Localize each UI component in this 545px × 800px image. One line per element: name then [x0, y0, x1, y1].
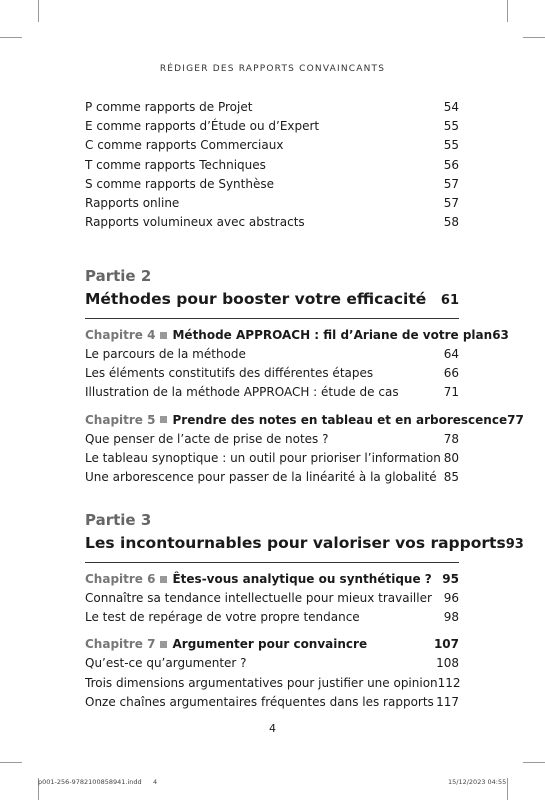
chapter-page: 107	[433, 637, 459, 652]
toc-section-continued	[85, 98, 459, 232]
square-bullet-icon	[160, 416, 167, 423]
running-header: RÉDIGER DES RAPPORTS CONVAINCANTS	[159, 64, 386, 74]
part-label: Partie 3	[85, 511, 152, 529]
square-bullet-icon	[160, 576, 167, 583]
toc-entry[interactable]: Onze chaînes argumentaires fréquentes dans les rapports 117	[85, 694, 459, 709]
part-title-row[interactable]	[85, 532, 524, 556]
toc-entry[interactable]: Illustration de la méthode APPROACH : étude de cas 71	[85, 385, 459, 400]
crop-mark	[523, 762, 545, 763]
toc-entry[interactable]: Rapports online 57	[85, 196, 459, 211]
part-page: 93	[505, 537, 524, 552]
toc-entry[interactable]: Le parcours de la méthode 64	[85, 347, 459, 361]
chapter-title: Prendre des notes en tableau et en arborescence	[172, 412, 508, 427]
chapter-row[interactable]	[85, 635, 459, 654]
crop-mark	[523, 37, 545, 38]
toc-entry[interactable]: C comme rapports Commerciaux 55	[85, 138, 459, 153]
toc-entry[interactable]: Le tableau synoptique : un outil pour prioriser l’information 80	[85, 450, 459, 465]
chapter-label: Chapitre 4	[85, 328, 156, 342]
chapter-page: 95	[442, 572, 459, 586]
toc-entry[interactable]: S comme rapports de Synthèse 57	[85, 176, 459, 191]
square-bullet-icon	[160, 641, 167, 648]
chapter-label: Chapitre 5	[85, 412, 156, 427]
crop-mark	[507, 0, 508, 22]
toc-entry[interactable]: Rapports volumineux avec abstracts 58	[85, 215, 459, 230]
chapter-page: 77	[507, 412, 524, 427]
toc-entry[interactable]: E comme rapports d’Étude ou d’Expert 55	[85, 119, 459, 134]
toc-part	[85, 266, 524, 487]
crop-mark	[0, 762, 22, 763]
toc-entry[interactable]: P comme rapports de Projet 54	[85, 100, 459, 114]
toc-entry[interactable]: Qu’est-ce qu’argumenter ? 108	[85, 656, 459, 671]
crop-mark	[0, 37, 22, 38]
square-bullet-icon	[160, 332, 167, 339]
chapter-title: Argumenter pour convaincre	[172, 637, 368, 652]
chapter-title: Êtes-vous analytique ou synthétique ?	[172, 572, 432, 586]
part-title: Les incontournables pour valoriser vos rapports	[85, 534, 506, 552]
toc-part	[85, 510, 524, 712]
chapter-row[interactable]	[85, 411, 524, 430]
part-divider	[85, 318, 459, 319]
toc-entry[interactable]: Le test de repérage de votre propre tendance 98	[85, 610, 459, 625]
toc-entry[interactable]: Que penser de l’acte de prise de notes ? 78	[85, 431, 459, 446]
chapter-page: 63	[492, 328, 509, 342]
part-title-row[interactable]	[85, 288, 459, 312]
part-label: Partie 2	[85, 267, 152, 285]
part-divider	[85, 562, 459, 563]
toc-entry[interactable]: Trois dimensions argumentatives pour justifier une opinion 112	[85, 675, 461, 690]
chapter-label: Chapitre 7	[85, 637, 156, 652]
toc-entry[interactable]: Les éléments constitutifs des différentes étapes 66	[85, 366, 459, 381]
chapter-title: Méthode APPROACH : fil d’Ariane de votre plan	[172, 328, 493, 342]
toc-entry[interactable]: Connaître sa tendance intellectuelle pour mieux travailler 96	[85, 591, 459, 605]
slug-filename: p001-256-9782100858941.indd	[38, 778, 142, 786]
chapter-row[interactable]	[85, 570, 459, 589]
slug-page: 4	[153, 778, 158, 786]
part-title: Méthodes pour booster votre efficacité	[85, 290, 427, 308]
crop-mark	[38, 0, 39, 22]
chapter-row[interactable]	[85, 326, 509, 345]
part-page: 61	[440, 293, 459, 308]
toc-entry[interactable]: Une arborescence pour passer de la linéarité à la globalité 85	[85, 470, 459, 485]
crop-mark	[507, 778, 508, 800]
toc-entry[interactable]: T comme rapports Techniques 56	[85, 157, 459, 172]
page-number: 4	[269, 722, 276, 735]
slug-timestamp: 15/12/2023 04:55	[448, 778, 507, 786]
chapter-label: Chapitre 6	[85, 572, 156, 586]
